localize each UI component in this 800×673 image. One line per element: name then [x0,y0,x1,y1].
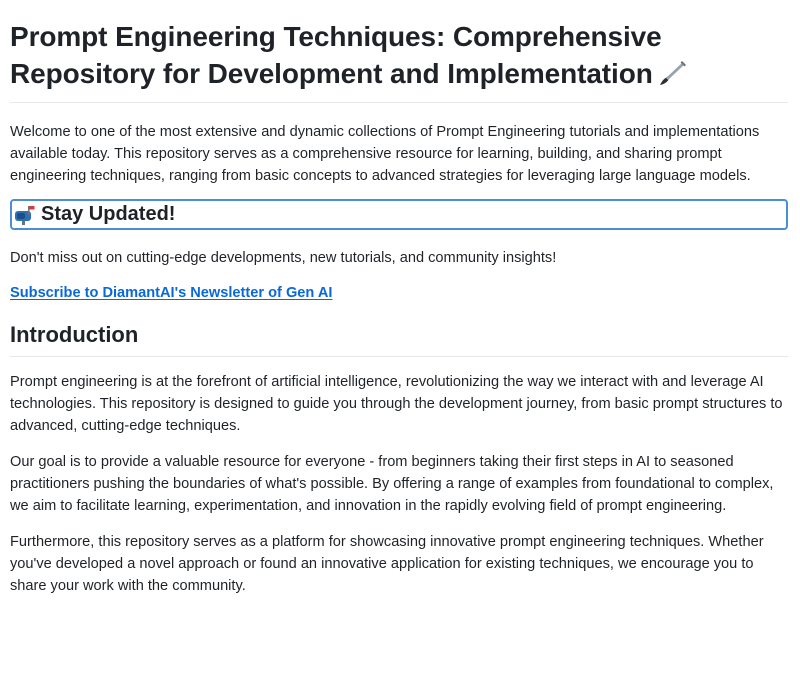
welcome-paragraph: Welcome to one of the most extensive and dynamic collections of Prompt Engineering tutorials and implementations available today. This repository serves as a comprehensive resource for learning, building, and sharing prompt engineering techniques, ranging from basic concepts to advanced strategies for leveraging large language models. [10,124,760,184]
newsletter-link[interactable]: Subscribe to DiamantAI's Newsletter of Gen AI [10,285,333,301]
paintbrush-icon [657,59,687,87]
introduction-paragraph-3: Furthermore, this repository serves as a platform for showcasing innovative prompt engineering techniques. Whether you've developed a novel approach or found an innovative application for existing techniques, we encourage you to share your work with the community. [10,534,764,594]
page-title [10,18,788,103]
newsletter-link-line [10,282,788,304]
mailbox-icon [14,205,36,225]
page-title-line2: Repository for Development and Implementation [10,58,653,89]
introduction-paragraph-1: Prompt engineering is at the forefront of artificial intelligence, revolutionizing the way we interact with and leverage AI technologies. This repository is designed to guide you through the development journey, from basic prompt structures to advanced, cutting-edge techniques. [10,374,783,434]
updates-paragraph: Don't miss out on cutting-edge developments, new tutorials, and community insights! [10,250,557,266]
page-title-line1: Prompt Engineering Techniques: Comprehensive [10,21,662,52]
stay-updated-heading-text: Stay Updated! [41,203,176,225]
introduction-paragraph-2: Our goal is to provide a valuable resource for everyone - from beginners taking their first steps in AI to seasoned practitioners pushing the boundaries of what's possible. By offering a range of examples from foundational to complex, we aim to facilitate learning, experimentation, and innovation in the rapidly evolving field of prompt engineering. [10,454,774,514]
stay-updated-callout [10,199,788,230]
introduction-heading: Introduction [10,320,788,357]
stay-updated-heading [14,203,175,226]
